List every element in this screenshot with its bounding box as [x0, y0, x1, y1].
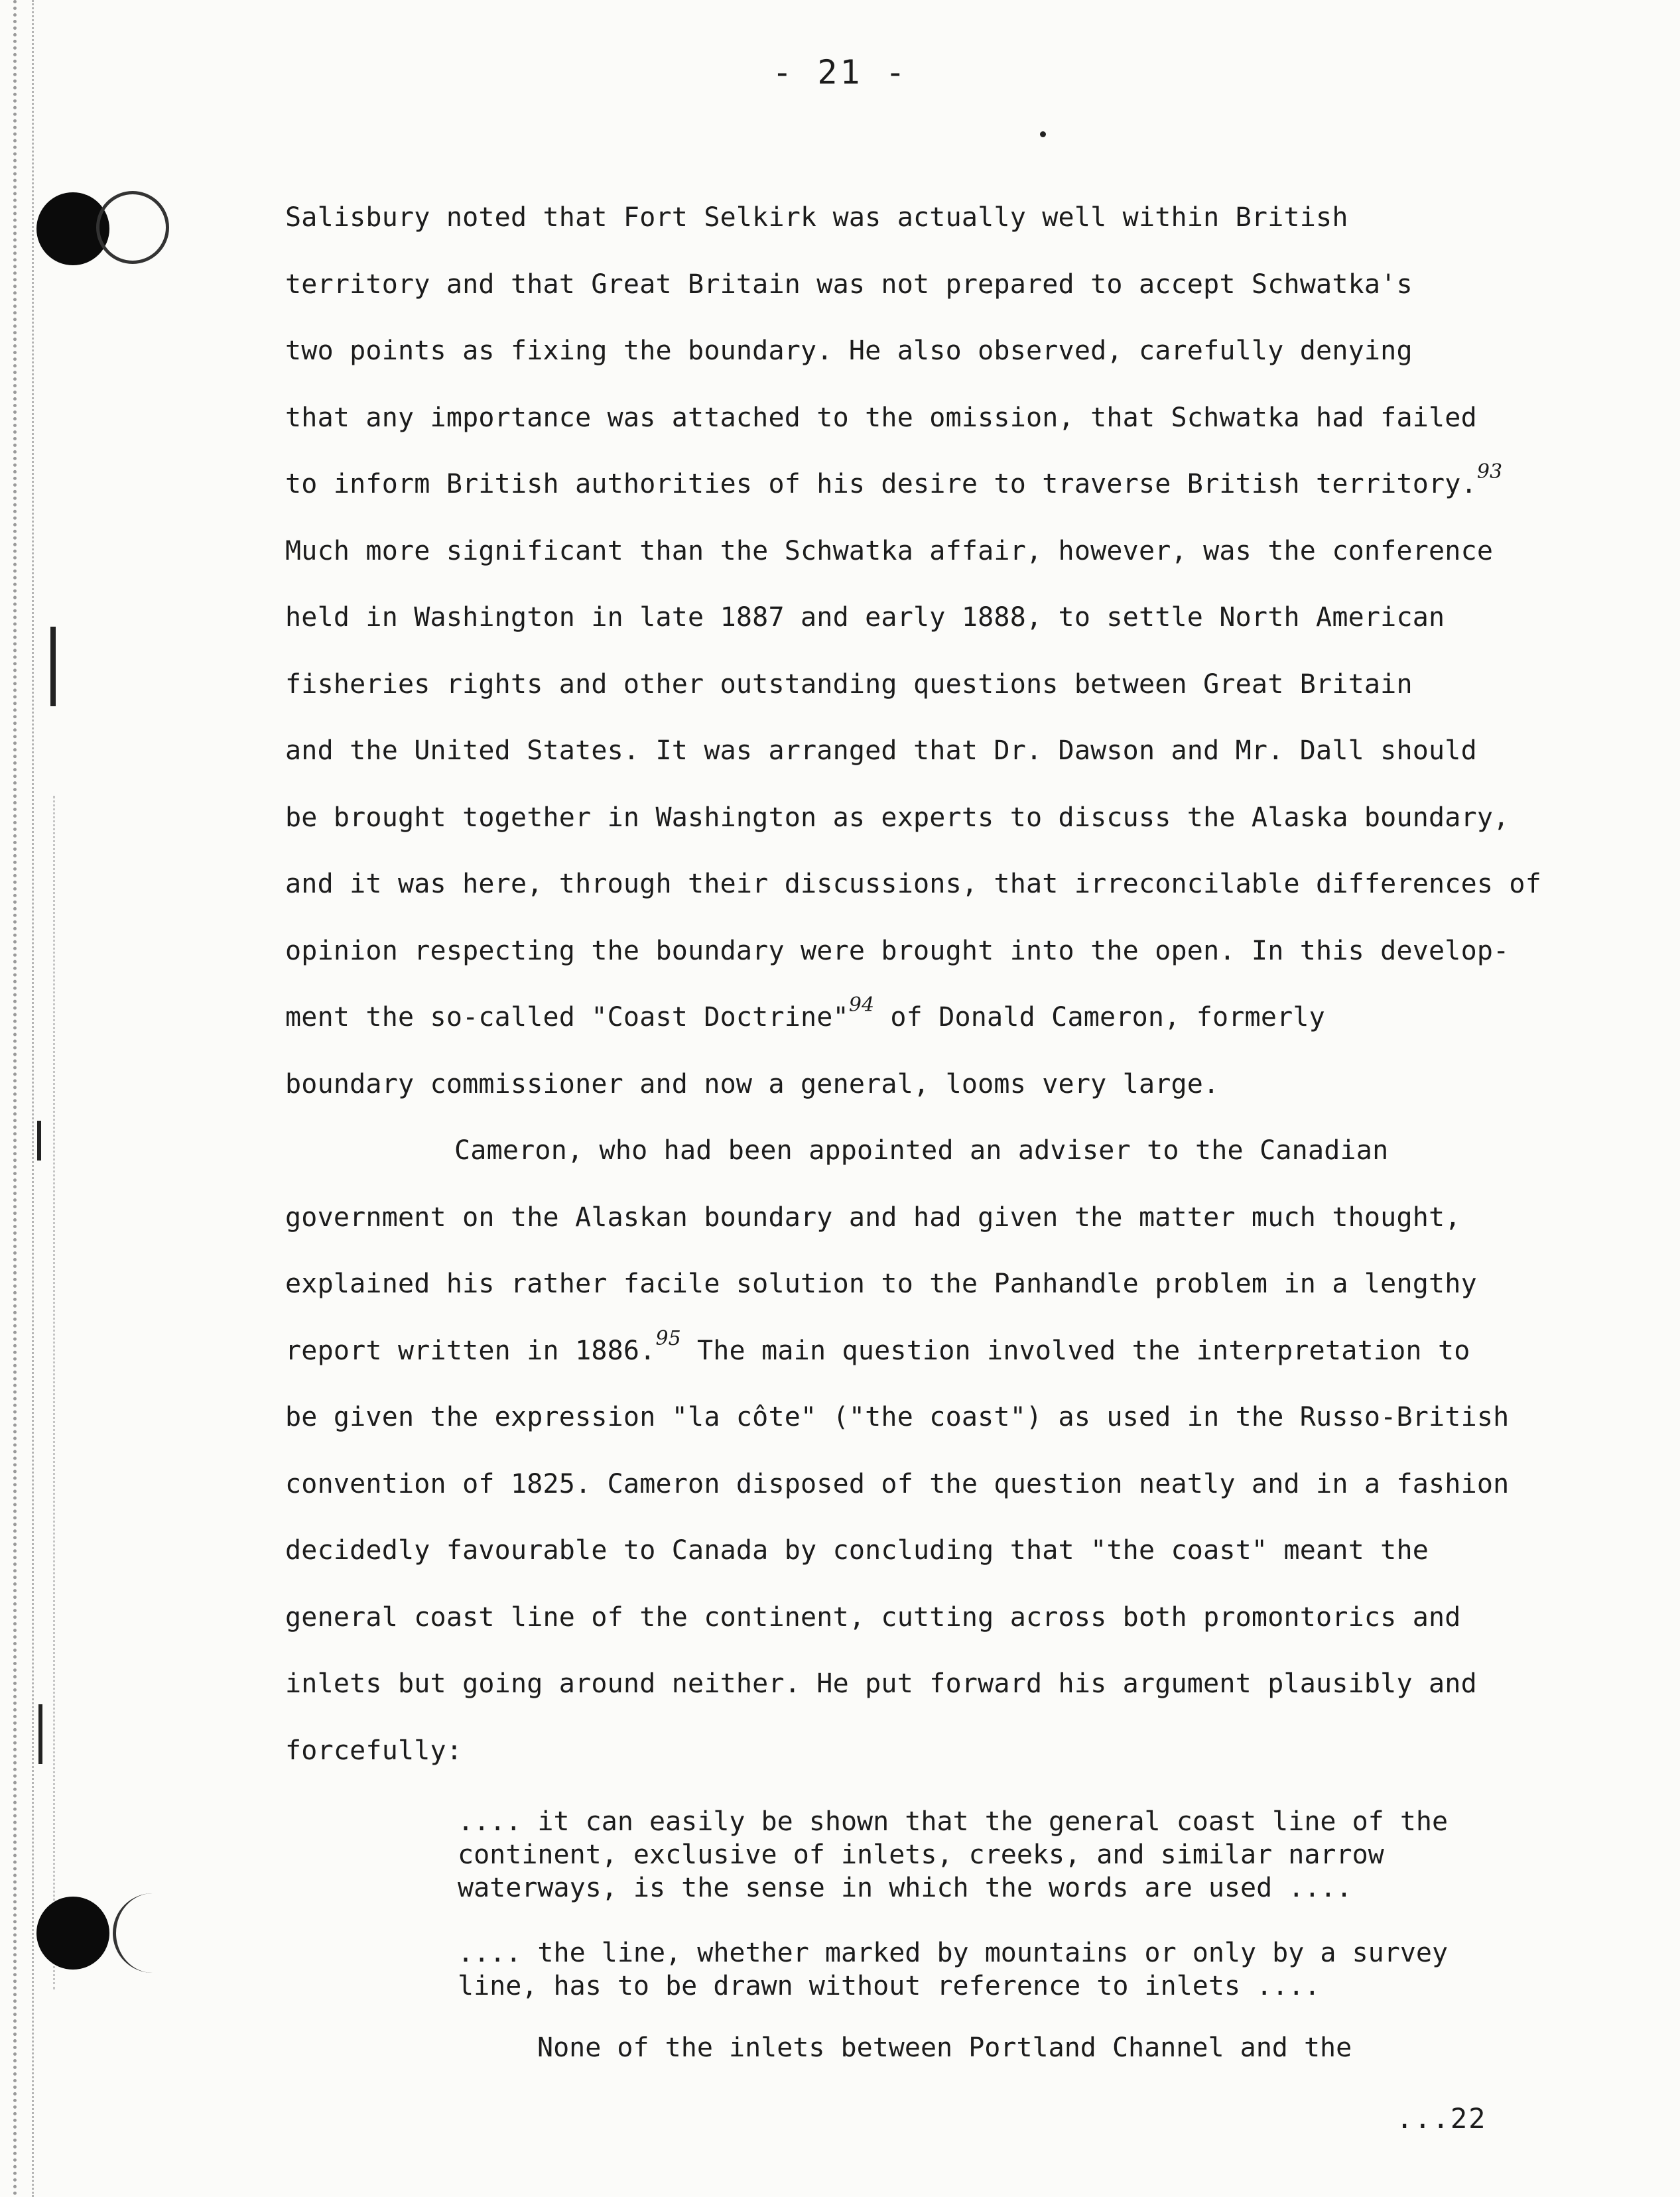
line-text: convention of 1825. Cameron disposed of the question neatly and in a fashion [285, 1468, 1510, 1499]
text-line [285, 718, 1579, 785]
text-line [285, 1451, 1579, 1518]
line-text: to inform British authorities of his desire to traverse British territory. [285, 469, 1477, 499]
text-line [285, 785, 1579, 851]
scan-mark [37, 1121, 41, 1161]
quote-line: waterways, is the sense in which the words are used .... [458, 1873, 1352, 1903]
paragraph [285, 184, 1579, 1117]
line-text: boundary commissioner and now a general, looms very large. [285, 1068, 1220, 1099]
block-quote-2 [458, 1936, 1585, 2003]
line-text: Salisbury noted that Fort Selkirk was actually well within British [285, 202, 1348, 233]
footnote-ref: 95 [655, 1326, 681, 1350]
text-line [285, 184, 1579, 251]
text-line [285, 584, 1579, 651]
text-line [285, 251, 1579, 318]
line-text: be given the expression "la côte" ("the coast") as used in the Russo-British [285, 1402, 1510, 1432]
line-text: Much more significant than the Schwatka affair, however, was the conference [285, 535, 1494, 566]
text-line [285, 984, 1579, 1051]
line-text: territory and that Great Britain was not prepared to accept Schwatka's [285, 269, 1413, 300]
line-text: explained his rather facile solution to the Panhandle problem in a lengthy [285, 1269, 1477, 1299]
scan-edge-inner [32, 0, 34, 2197]
text-line [285, 1184, 1579, 1251]
line-text: inlets but going around neither. He put forward his argument plausibly and [285, 1668, 1477, 1699]
line-text-continued: The main question involved the interpretation to [680, 1335, 1470, 1366]
body-text [285, 184, 1579, 1784]
punch-hole-top-outline [96, 191, 169, 264]
scan-edge-faint [53, 796, 55, 1989]
block-quote-1 [458, 1805, 1585, 1905]
paragraph [285, 1117, 1579, 1784]
line-text: that any importance was attached to the omission, that Schwatka had failed [285, 402, 1477, 433]
line-text: ment the so-called "Coast Doctrine" [285, 1002, 849, 1033]
text-line [285, 385, 1579, 452]
text-line [285, 1384, 1579, 1451]
quote-line: .... the line, whether marked by mountains or only by a survey [458, 1938, 1449, 1968]
continued-marker: ...22 [1396, 2102, 1487, 2135]
line-text: two points as fixing the boundary. He also observed, carefully denying [285, 336, 1413, 366]
line-text: fisheries rights and other outstanding questions between Great Britain [285, 668, 1413, 700]
line-text: be brought together in Washington as experts to discuss the Alaska boundary, [285, 802, 1510, 833]
line-text: Cameron, who had been appointed an adviser to the Canadian [454, 1135, 1389, 1166]
text-line [285, 651, 1579, 718]
text-line [285, 318, 1579, 385]
line-text: general coast line of the continent, cutting across both promontorics and [285, 1601, 1461, 1633]
text-line [285, 1584, 1579, 1651]
quote-line: line, has to be drawn without reference to inlets .... [458, 1971, 1321, 2001]
line-text-continued: of Donald Cameron, formerly [874, 1002, 1325, 1033]
text-line [285, 1517, 1579, 1584]
line-text: opinion respecting the boundary were brought into the open. In this develop- [285, 935, 1510, 966]
text-line [285, 1251, 1579, 1318]
stray-mark [1040, 131, 1046, 137]
text-line [285, 518, 1579, 585]
line-text: held in Washington in late 1887 and early 1888, to settle North American [285, 602, 1445, 633]
punch-hole-bottom-outline [113, 1893, 156, 1973]
text-line [285, 1117, 1579, 1184]
text-line [285, 451, 1579, 518]
paragraph-container [285, 184, 1579, 1784]
scan-mark [50, 627, 56, 706]
page-number: - 21 - [772, 53, 908, 92]
line-text: and the United States. It was arranged that Dr. Dawson and Mr. Dall should [285, 735, 1477, 766]
quote-line: .... it can easily be shown that the general coast line of the [458, 1806, 1449, 1837]
scan-mark [38, 1704, 42, 1764]
scan-edge-left [13, 0, 17, 2197]
closing-line: None of the inlets between Portland Channel and the [537, 2033, 1352, 2063]
text-line [285, 851, 1579, 918]
text-line [285, 1318, 1579, 1385]
punch-hole-bottom [36, 1897, 109, 1970]
footnote-ref: 93 [1476, 460, 1503, 483]
line-text: and it was here, through their discussions, that irreconcilable differences of [285, 869, 1541, 899]
line-text: decidedly favourable to Canada by concluding that "the coast" meant the [285, 1535, 1429, 1566]
quote-line: continent, exclusive of inlets, creeks, and similar narrow [458, 1840, 1384, 1870]
line-text: report written in 1886. [285, 1335, 656, 1366]
text-line [285, 1651, 1579, 1718]
line-text: forcefully: [285, 1735, 463, 1766]
footnote-ref: 94 [848, 993, 875, 1017]
text-line [285, 918, 1579, 985]
text-line [285, 1051, 1579, 1118]
text-line [285, 1718, 1579, 1785]
line-text: government on the Alaskan boundary and had given the matter much thought, [285, 1202, 1461, 1233]
